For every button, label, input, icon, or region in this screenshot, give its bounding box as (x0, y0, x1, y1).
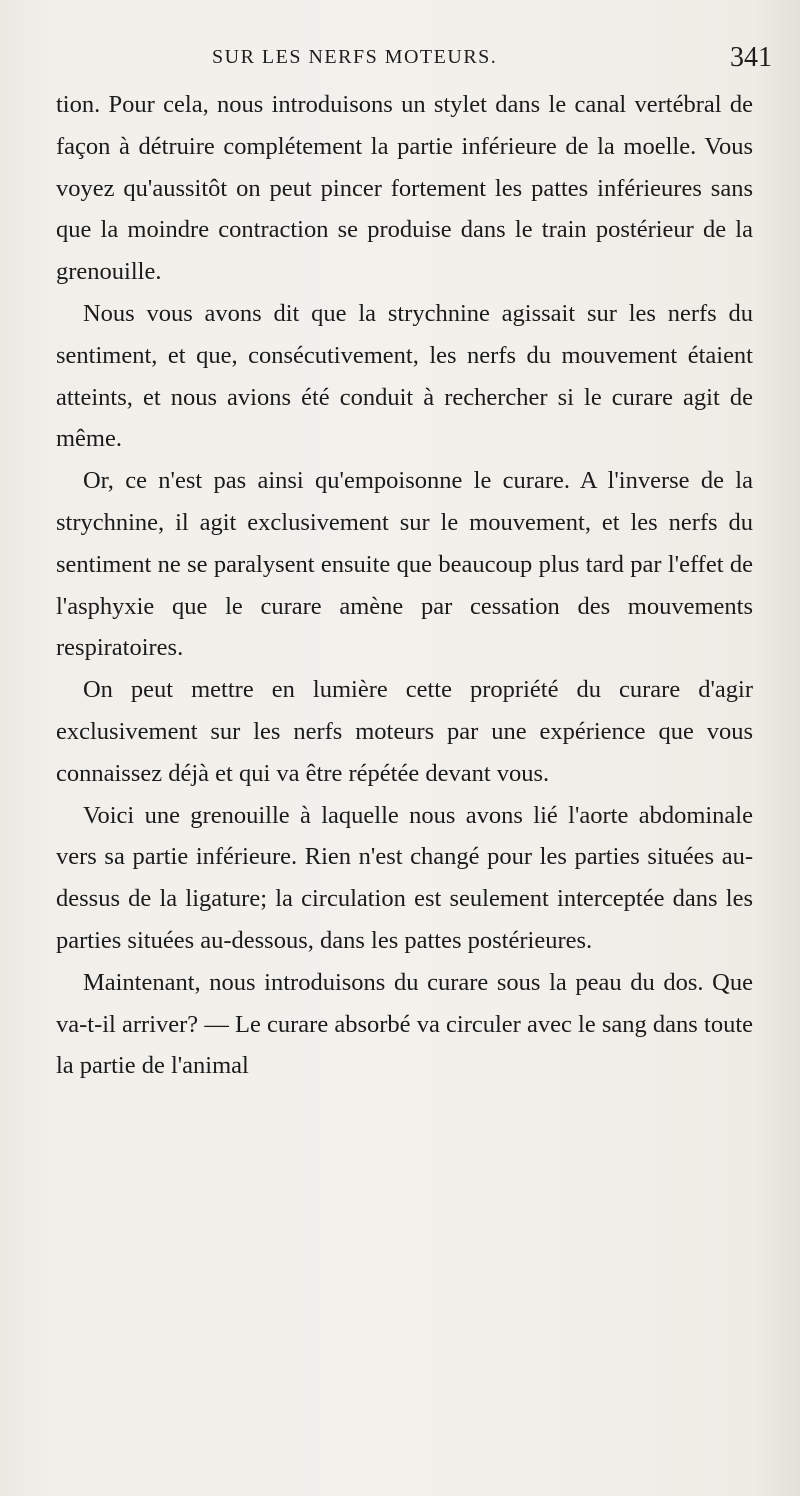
body-text (56, 84, 753, 1087)
page-number: 341 (730, 42, 772, 73)
paragraph-3: Or, ce n'est pas ainsi qu'empoisonne le curare. A l'inverse de la strychnine, il agit exclusivement sur le mouvement, et les nerfs du sentiment ne se paralysent ensuite que beaucoup plus tard par l'effet de l'asphyxie que le curare amène par cessation des mouvements respiratoires. (56, 467, 753, 662)
paragraph-1: tion. Pour cela, nous introduisons un stylet dans le canal vertébral de façon à détruire complétement la partie inférieure de la moelle. Vous voyez qu'aussitôt on peut pincer fortement les pattes inférieures sans que la moindre contraction se produise dans le train postérieur de la grenouille. (56, 91, 753, 286)
paragraph-4: On peut mettre en lumière cette propriété du curare d'agir exclusivement sur les nerfs moteurs par une expérience que vous connaissez déjà et qui va être répétée devant vous. (56, 676, 753, 787)
running-title: SUR LES NERFS MOTEURS. (212, 46, 498, 68)
page-header (56, 42, 778, 82)
paragraph-6: Maintenant, nous introduisons du curare sous la peau du dos. Que va-t-il arriver? — Le curare absorbé va circuler avec le sang dans toute la partie de l'animal (56, 968, 753, 1080)
paragraph-5: Voici une grenouille à laquelle nous avons lié l'aorte abdominale vers sa partie inférieure. Rien n'est changé pour les parties situées au-dessus de la ligature; la circulation est seulement interceptée dans les parties situées au-dessous, dans les pattes postérieures. (56, 801, 753, 954)
paragraph-2: Nous vous avons dit que la strychnine agissait sur les nerfs du sentiment, et que, consécutivement, les nerfs du mouvement étaient atteints, et nous avions été conduit à rechercher si le curare agit de même. (56, 299, 753, 453)
